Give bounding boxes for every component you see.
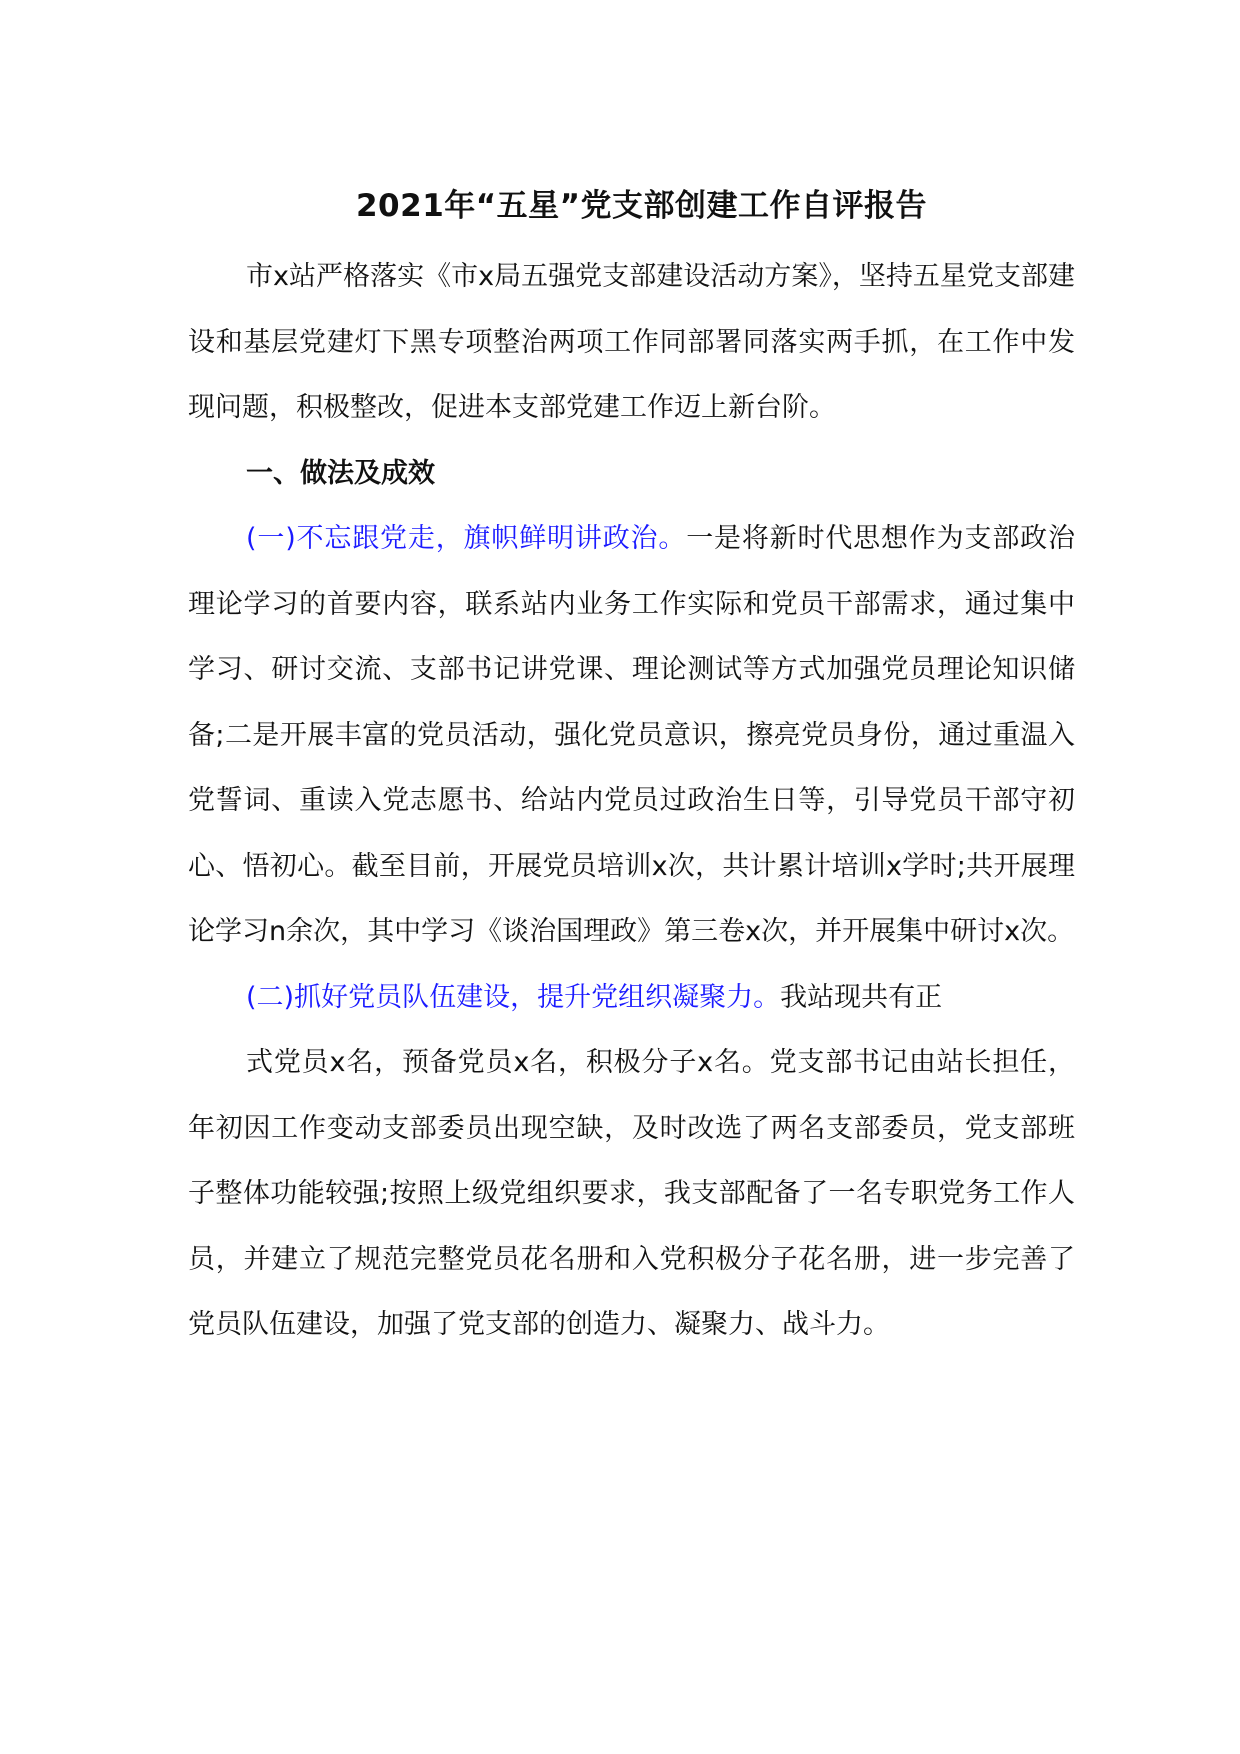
item2-heading: (二)抓好党员队伍建设，提升党组织凝聚力。 [246,981,781,1013]
item1-heading: (一)不忘跟党走，旗帜鲜明讲政治。 [246,523,687,554]
item2-body-start: 我站现共有正 [780,981,943,1013]
document-title: 2021年“五星”党支部创建工作自评报告 [355,188,928,224]
item1-paragraph [188,506,1075,965]
section-heading: 一、做法及成效 [246,457,435,489]
item1-body: 一是将新时代思想作为支部政治理论学习的首要内容，联系站内业务工作实际和党员干部需求，通过集中学习、研讨交流、支部书记讲党课、理论测试等方式加强党员理论知识储备;二是开展丰富的党员活动，强化党员意识，擦亮党员身份，通过重温入党誓词、重读入党志愿书、给站内党员过政治生日等，引导党员干部守初心、悟初心。截至目前，开展党员培训x次，共计累计培训x学时;共开展理论学习n余次，其中学习《谈治国理政》第三卷x次，并开展集中研讨x次。 [188,523,1076,947]
item2-continuation-paragraph: 式党员x名，预备党员x名，积极分子x名。党支部书记由站长担任，年初因工作变动支部委员出现空缺，及时改选了两名支部委员，党支部班子整体功能较强;按照上级党组织要求，我支部配备了一名专职党务工作人员，并建立了规范完整党员花名册和入党积极分子花名册，进一步完善了党员队伍建设，加强了党支部的创造力、凝聚力、战斗力。 [188,1047,1075,1340]
intro-paragraph: 市x站严格落实《市x局五强党支部建设活动方案》，坚持五星党支部建设和基层党建灯下黑专项整治两项工作同部署同落实两手抓，在工作中发现问题，积极整改，促进本支部党建工作迈上新台阶。 [188,261,1075,423]
item2-paragraph [188,965,1075,1031]
